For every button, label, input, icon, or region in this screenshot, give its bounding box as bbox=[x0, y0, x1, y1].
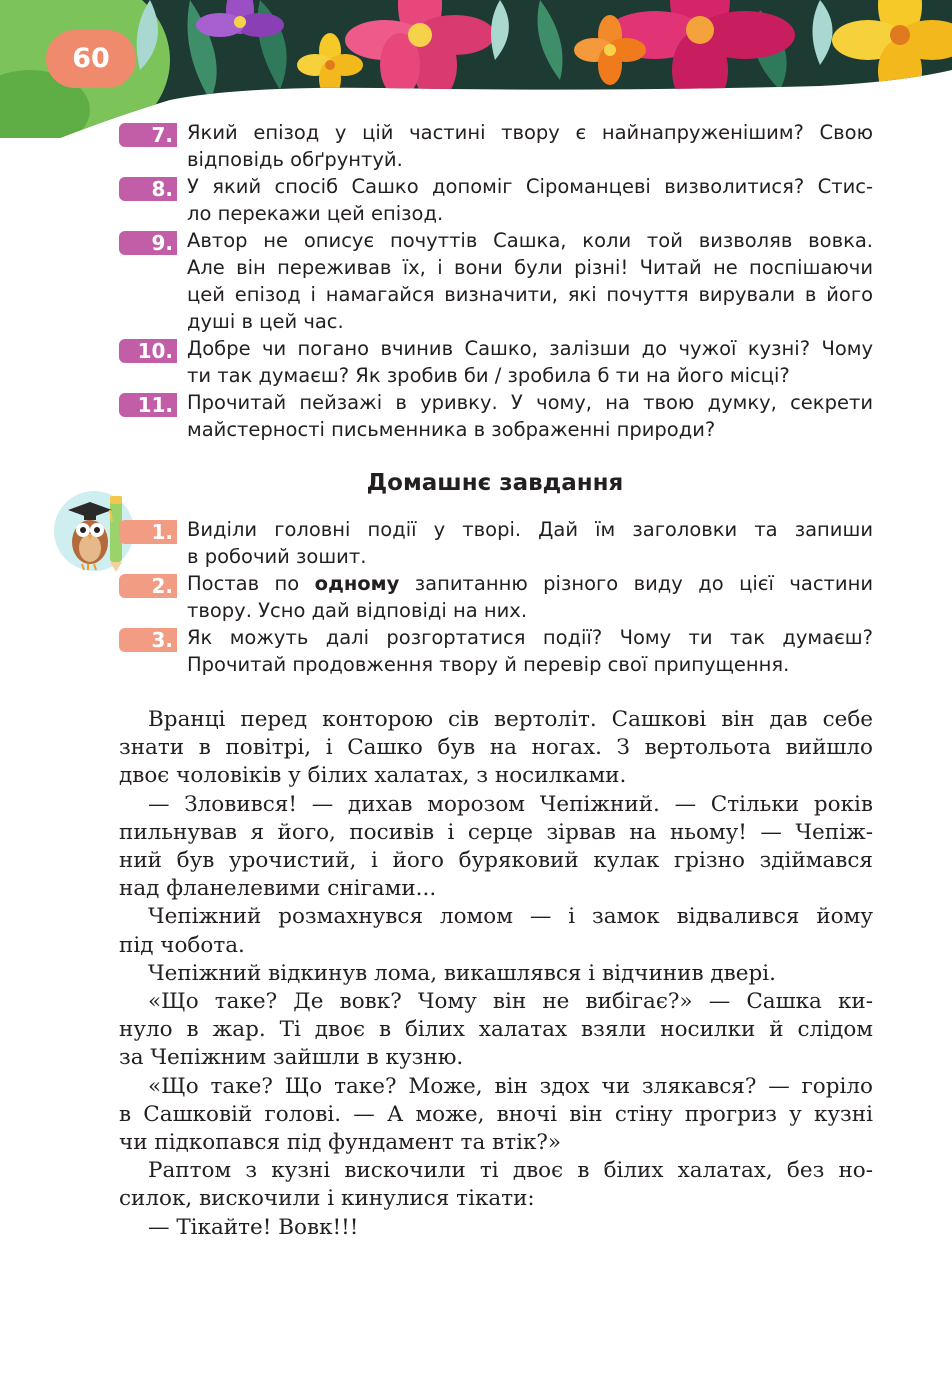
story-line: — Зловився! — дихав морозом Чепіжний. — Стільки років bbox=[148, 791, 873, 817]
text-line: майстерності письменника в зображенні природи? bbox=[187, 418, 716, 441]
question-number-badge: 7. bbox=[119, 123, 177, 147]
question-text bbox=[187, 119, 873, 173]
question-text bbox=[187, 389, 873, 443]
story-line: «Що таке? Що таке? Може, він здох чи злякався? — горіло bbox=[148, 1073, 873, 1099]
text-line: Прочитай пейзажі в уривку. У чому, на твою думку, секрети bbox=[187, 391, 873, 414]
task-number-badge: 2. bbox=[119, 574, 177, 598]
question-text bbox=[187, 173, 873, 227]
task-text bbox=[187, 624, 873, 678]
story-line: Вранці перед конторою сів вертоліт. Сашкові він дав себе bbox=[148, 707, 873, 732]
story-line: двоє чоловіків у білих халатах, з носилками. bbox=[119, 763, 627, 789]
text-line: Автор не описує почуттів Сашка, коли той визволяв вовка. bbox=[187, 229, 873, 252]
task-text bbox=[187, 516, 873, 570]
text-segment: Постав по bbox=[187, 572, 315, 595]
text-line: в робочий зошит. bbox=[187, 545, 367, 568]
text-line: Прочитай продовження твору й перевір свої припущення. bbox=[187, 653, 790, 676]
story-line: ний був урочистий, і його буряковий кулак грізно здіймався bbox=[119, 848, 873, 874]
text-line: Добре чи погано вчинив Сашко, залізши до чужої кузні? Чому bbox=[187, 337, 873, 360]
text-line: У який спосіб Сашко допоміг Сіроманцеві визволитися? Стис- bbox=[187, 175, 873, 198]
task-number-badge: 3. bbox=[119, 628, 177, 652]
text-segment: запитанню різного виду до цієї частини bbox=[399, 572, 873, 595]
task-number-badge: 1. bbox=[119, 520, 177, 544]
text-line: ти так думаєш? Як зробив би / зробила б ти на його місці? bbox=[187, 364, 790, 387]
question-number-badge: 11. bbox=[119, 393, 177, 417]
story-line: в Сашковій голові. — А може, вночі він стіну прогриз у кузні bbox=[119, 1101, 873, 1127]
text-line: відповідь обґрунтуй. bbox=[187, 148, 403, 171]
task-text bbox=[187, 570, 873, 624]
story-line: Чепіжний розмахнувся ломом — і замок відвалився йому bbox=[148, 904, 873, 930]
page-number-badge: 60 bbox=[46, 30, 136, 88]
story-text bbox=[119, 706, 873, 1242]
bold-word: одному bbox=[314, 572, 400, 595]
text-line: Як можуть далі розгортатися події? Чому ти так думаєш? bbox=[187, 626, 873, 649]
text-line: душі в цей час. bbox=[187, 310, 344, 333]
story-line: нуло в жар. Ті двоє в білих халатах взяли носилки й слідом bbox=[119, 1017, 873, 1043]
text-line: Який епізод у цій частині твору є найнапруженішим? Свою bbox=[187, 121, 873, 144]
story-line: Чепіжний відкинув лома, викашлявся і відчинив двері. bbox=[148, 960, 776, 986]
story-line: під чобота. bbox=[119, 932, 245, 958]
question-number-badge: 10. bbox=[119, 339, 177, 363]
text-line: Але він переживав їх, і вони були різні! Читай не поспішаючи bbox=[187, 256, 873, 279]
question-text bbox=[187, 335, 873, 389]
text-line: цей епізод і намагайся визначити, які почуття вирували в його bbox=[187, 283, 873, 306]
question-number-badge: 8. bbox=[119, 177, 177, 201]
story-line: чи підкопався під фундамент та втік?» bbox=[119, 1130, 562, 1156]
story-line: — Тікайте! Вовк!!! bbox=[148, 1214, 359, 1240]
text-line bbox=[187, 570, 873, 597]
question-number-badge: 9. bbox=[119, 231, 177, 255]
text-line: твору. Усно дай відповіді на них. bbox=[187, 599, 528, 622]
homework-title: Домашнє завдання bbox=[366, 470, 624, 496]
text-line: Виділи головні події у творі. Дай їм заголовки та запиши bbox=[187, 518, 873, 541]
story-line: над фланелевими снігами... bbox=[119, 876, 437, 902]
story-line: знати в повітрі, і Сашко був на ногах. З вертольота вийшло bbox=[119, 735, 873, 761]
story-line: пильнував я його, посивів і серце зірвав на ньому! — Чепіж- bbox=[119, 819, 873, 845]
story-line: силок, вискочили і кинулися тікати: bbox=[119, 1186, 535, 1212]
story-line: за Чепіжним зайшли в кузню. bbox=[119, 1045, 464, 1071]
text-line: ло перекажи цей епізод. bbox=[187, 202, 444, 225]
story-line: «Що таке? Де вовк? Чому він не вибігає?» — Сашка ки- bbox=[148, 989, 873, 1015]
question-text bbox=[187, 227, 873, 335]
story-line: Раптом з кузні вискочили ті двоє в білих халатах, без но- bbox=[148, 1158, 873, 1184]
